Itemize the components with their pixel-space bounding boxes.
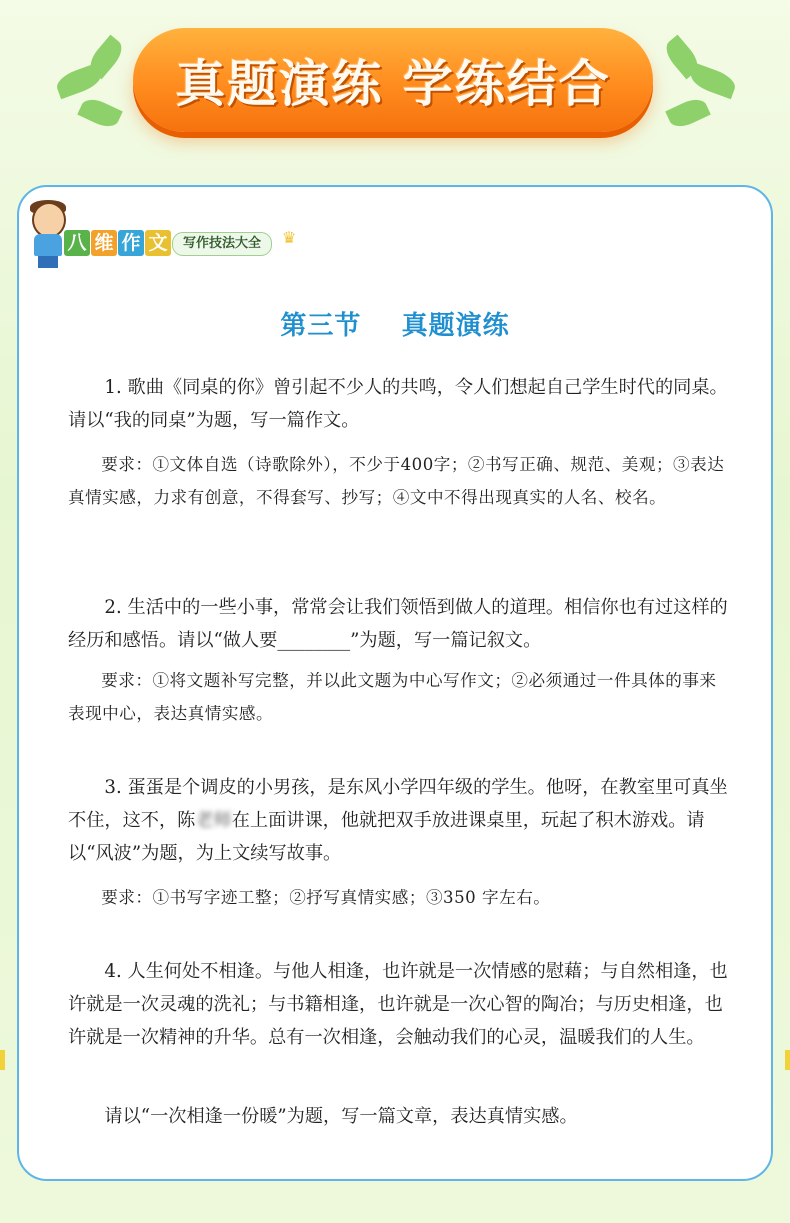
- crown-icon: ♛: [282, 228, 297, 247]
- header-banner: [133, 28, 653, 132]
- question-4-text: 4. 人生何处不相逢。与他人相逢，也许就是一次情感的慰藉；与自然相逢，也许就是一次灵魂的洗礼；与书籍相逢，也许就是一次心智的陶冶；与历史相逢，也许就是一次精神的升华。总有一次相逢，会触动我们的心灵，温暖我们的人生。: [68, 961, 728, 1048]
- banner-title: 真题演练 学练结合: [175, 55, 611, 113]
- edge-marker: [785, 1050, 790, 1070]
- question-3-text-part: 3. 蛋蛋是个调皮的小男孩，是东风小学四年级的学生。他呀，在教室里可真坐不住，这不，陈: [68, 777, 728, 831]
- logo-subtitle: 写作技法大全: [172, 232, 272, 256]
- kid-mascot-legs: [38, 256, 58, 268]
- leaf-decoration: [665, 95, 711, 132]
- question-1-text: 1. 歌曲《同桌的你》曾引起不少人的共鸣，令人们想起自己学生时代的同桌。请以“我的同桌”为题，写一篇作文。: [68, 377, 728, 431]
- question-2-requirement: 要求：①将文题补写完整，并以此文题为中心写作文；②必须通过一件具体的事来表现中心，表达真情实感。: [68, 671, 717, 723]
- leaf-decoration: [77, 95, 123, 132]
- question-3-text-part: 在上面讲课，他就把双手放进课桌里，玩起了积木游戏。请以“风波”为题，为上文续写故事。: [68, 810, 705, 864]
- book-logo: [24, 200, 314, 272]
- edge-marker: [0, 1050, 5, 1070]
- logo-characters: [64, 230, 172, 256]
- question-4-prompt: 请以“一次相逢一份暖”为题，写一篇文章，表达真情实感。: [104, 1106, 578, 1127]
- question-2-text: 2. 生活中的一些小事，常常会让我们领悟到做人的道理。相信你也有过这样的经历和感悟。请以“做人要________”为题，写一篇记叙文。: [68, 597, 728, 651]
- blurred-name: 老师: [195, 810, 232, 831]
- logo-char: 维: [91, 230, 117, 256]
- question-3-requirement: 要求：①书写字迹工整；②抒写真情实感；③350 字左右。: [101, 888, 551, 907]
- logo-char: 文: [145, 230, 171, 256]
- logo-char: 作: [118, 230, 144, 256]
- question-3-text: [68, 771, 728, 870]
- question-1-requirement: 要求：①文体自选（诗歌除外），不少于400字；②书写正确、规范、美观；③表达真情实感，力求有创意，不得套写、抄写；④文中不得出现真实的人名、校名。: [68, 455, 725, 507]
- kid-mascot-body: [34, 234, 62, 256]
- section-title: 第三节 真题演练: [280, 311, 510, 341]
- logo-char: 八: [64, 230, 90, 256]
- kid-mascot-icon: [32, 202, 66, 238]
